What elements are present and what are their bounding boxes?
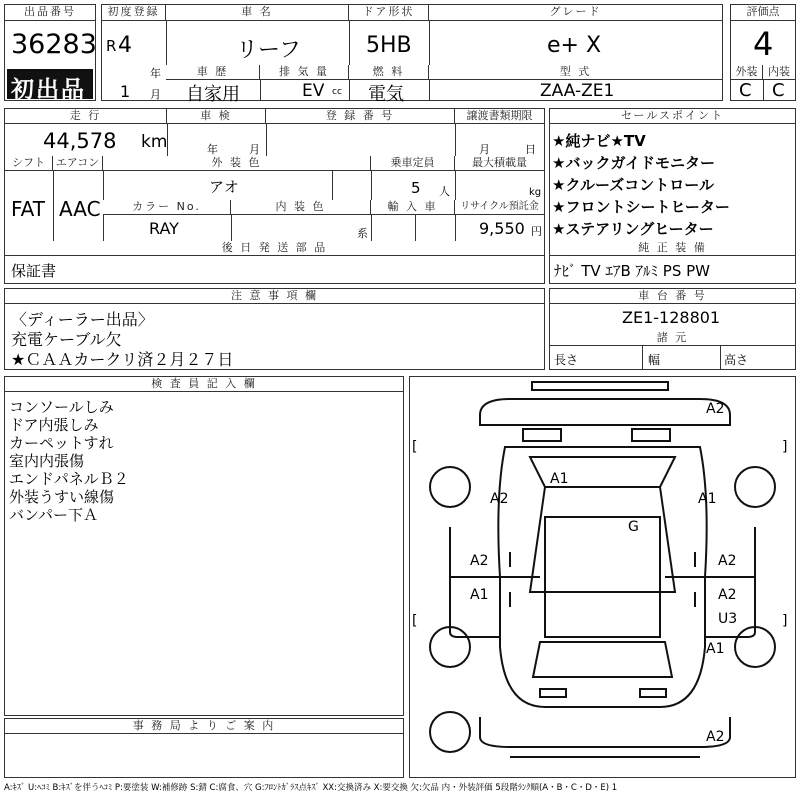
mileage-unit: km <box>141 132 168 152</box>
first-listing-text: 初出品 <box>11 77 86 103</box>
bracket-left-open-2: [ <box>412 613 418 629</box>
sales-point-4: ★フロントシートヒーター <box>552 198 730 216</box>
ac-label: エアコン <box>53 156 103 171</box>
history: 自家用 <box>186 84 240 105</box>
equipment-label: 純 正 装 備 <box>550 241 795 256</box>
notes-line-3: ★ＣＡＡカークリ済２月２７日 <box>11 350 234 369</box>
grade-label: グレード <box>429 5 722 21</box>
lot-number: 36283 <box>11 29 97 60</box>
inspection-month-unit: 月 <box>249 143 260 156</box>
damage-right-rear-door-dent: U3 <box>718 611 738 627</box>
color-number: RAY <box>149 219 179 238</box>
door-label: ドア形状 <box>349 5 429 21</box>
lot-box <box>4 4 96 101</box>
car-name: リーフ <box>236 38 301 63</box>
air-conditioner: AAC <box>59 197 101 221</box>
inspector-line-4: 室内内張傷 <box>9 452 85 470</box>
inspection-year-unit: 年 <box>207 143 218 156</box>
capacity-label: 乗車定員 <box>371 156 455 171</box>
notes-line-1: 〈ディーラー出品〉 <box>11 310 154 329</box>
detail-box <box>4 108 545 284</box>
chassis-label: 車 台 番 号 <box>550 289 795 304</box>
notes-line-2: 充電ケーブル欠 <box>11 330 122 349</box>
color-no-label: カラー No. <box>103 200 231 215</box>
int-grade: C <box>772 80 785 101</box>
displacement-label: 排 気 量 <box>260 65 349 80</box>
month-unit: 月 <box>150 88 161 101</box>
inspector-line-1: コンソールしみ <box>9 398 114 416</box>
mileage-label: 走 行 <box>5 109 167 124</box>
door-type: 5HB <box>366 33 412 58</box>
spec-height: 高さ <box>724 353 749 367</box>
load-label: 最大積載量 <box>455 156 544 171</box>
displacement: EV <box>302 81 325 101</box>
fuel-label: 燃 料 <box>349 65 429 80</box>
bracket-right-close-2: ] <box>782 613 788 629</box>
first-reg-year: 4 <box>118 33 132 58</box>
damage-right-rear-door: A2 <box>718 587 737 603</box>
sales-point-5: ★ステアリングヒーター <box>552 220 714 238</box>
import-label: 輸 入 車 <box>371 200 455 215</box>
exterior-color: アオ <box>209 178 239 196</box>
damage-right-front-fender: A1 <box>698 491 717 507</box>
year-unit: 年 <box>150 67 161 80</box>
ext-grade: C <box>739 80 752 101</box>
color-label: 外 装 色 <box>103 156 371 171</box>
spec-length: 長さ <box>554 353 579 367</box>
capacity-unit: 人 <box>439 185 450 198</box>
damage-left-front-door: A2 <box>470 553 489 569</box>
load-unit: kg <box>529 187 542 198</box>
damage-front-bumper: A2 <box>706 401 725 417</box>
damage-diagram <box>409 376 796 778</box>
damage-right-front-door: A2 <box>718 553 737 569</box>
sales-point-1: ★純ナビ★TV <box>552 132 646 150</box>
fuel: 電気 <box>368 84 404 105</box>
damage-left-front-fender: A2 <box>490 491 509 507</box>
capacity: 5 <box>411 179 421 197</box>
damage-left-rear-door: A1 <box>470 587 489 603</box>
score-box <box>730 4 796 101</box>
displacement-unit: cc <box>332 87 342 97</box>
first-reg-month: 1 <box>120 82 131 101</box>
score-label: 評価点 <box>731 5 795 21</box>
score: 4 <box>753 25 774 63</box>
damage-rear-bumper: A2 <box>706 729 725 745</box>
recycle-label: リサイクル預託金 <box>455 200 544 215</box>
sales-label: セールスポイント <box>550 109 795 124</box>
inspection-label: 車 検 <box>167 109 266 124</box>
later-parts-label: 後 日 発 送 部 品 <box>5 241 544 256</box>
sales-point-2: ★バックガイドモニター <box>552 154 715 172</box>
notes-label: 注 意 事 項 欄 <box>5 289 544 304</box>
damage-windshield: G <box>628 519 639 535</box>
first-reg-label: 初度登録 <box>102 5 166 21</box>
shift: FAT <box>11 197 46 221</box>
notes-box <box>4 288 545 370</box>
office-label: 事 務 局 よ り ご 案 内 <box>5 719 403 734</box>
spec-width: 幅 <box>648 353 661 367</box>
inspector-line-7: バンパー下Ａ <box>9 506 98 524</box>
transfer-month-unit: 月 <box>479 143 490 156</box>
chassis-box <box>549 288 796 370</box>
ext-label: 外装 <box>731 65 763 80</box>
bracket-right-close: ] <box>782 439 788 455</box>
recycle-unit: 円 <box>531 225 542 238</box>
history-label: 車 歴 <box>166 65 260 80</box>
era: R <box>106 37 117 55</box>
int-color-label: 内 装 色 <box>231 200 371 215</box>
sales-box <box>549 108 796 284</box>
model-label: 型 式 <box>429 65 722 80</box>
bracket-left-open: [ <box>412 439 418 455</box>
legend: A:ｷｽﾞ U:ﾍｺﾐ B:ｷｽﾞを伴うﾍｺﾐ P:要塗装 W:補修跡 S:錆 C:腐食、穴 G:ﾌﾛﾝﾄｶﾞﾗｽ点ｷｽﾞ XX:交換済み X:要交換 欠:欠品 内・外装評価 5段階ﾗﾝｸ順(A・B・C・D・E) 1 <box>4 783 618 793</box>
spec-label: 諸 元 <box>550 331 795 346</box>
mileage: 44,578 <box>43 129 117 153</box>
model-code: ZAA-ZE1 <box>540 81 615 101</box>
name-label: 車 名 <box>166 5 349 21</box>
car-outline <box>410 377 795 777</box>
int-color-unit: 系 <box>357 227 368 240</box>
int-label: 内装 <box>763 65 795 80</box>
inspector-box <box>4 376 404 716</box>
equipment: ﾅﾋﾞ TV ｴｱB ｱﾙﾐ PS PW <box>554 262 710 280</box>
chassis-number: ZE1-128801 <box>622 308 721 327</box>
damage-hood: A1 <box>550 471 569 487</box>
transfer-day-unit: 日 <box>525 143 536 156</box>
registration-box <box>101 4 723 105</box>
damage-right-rear-fender: A1 <box>706 641 725 657</box>
inspector-line-2: ドア内張しみ <box>9 416 99 434</box>
reg-label: 登 録 番 号 <box>266 109 455 124</box>
shift-label: シフト <box>5 156 53 171</box>
transfer-label: 譲渡書類期限 <box>455 109 544 124</box>
recycle-fee: 9,550 <box>479 219 525 238</box>
lot-label: 出品番号 <box>5 5 95 21</box>
sales-point-3: ★クルーズコントロール <box>552 176 714 194</box>
grade: e+ X <box>547 33 602 58</box>
inspector-line-6: 外装うすい線傷 <box>9 488 115 506</box>
office-box <box>4 718 404 778</box>
inspector-line-3: カーペットすれ <box>9 434 114 452</box>
inspector-label: 検 査 員 記 入 欄 <box>5 377 403 392</box>
inspector-line-5: エンドパネルＢ２ <box>9 470 129 488</box>
later-parts: 保証書 <box>11 262 57 280</box>
